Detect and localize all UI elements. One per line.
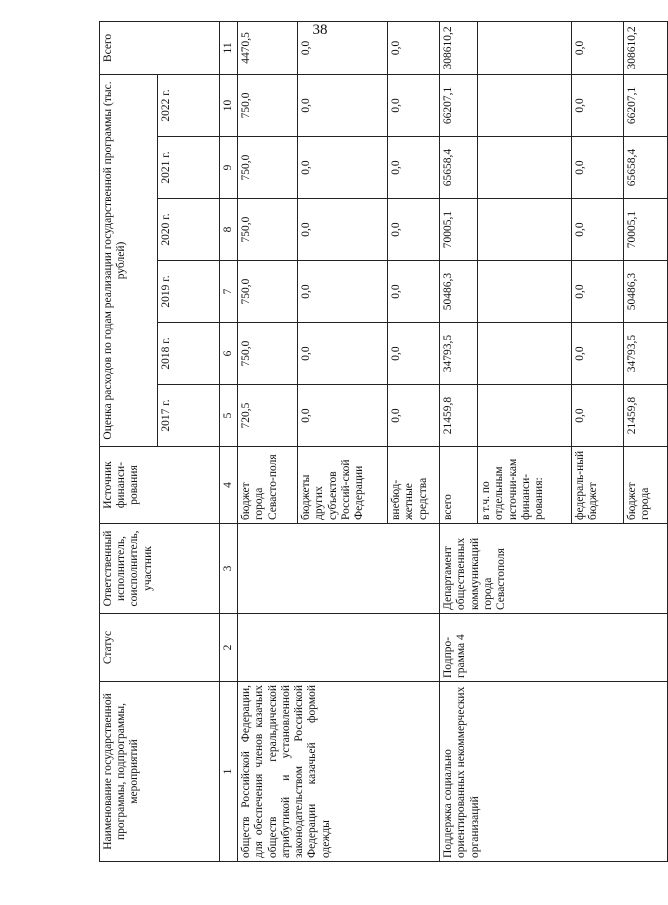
- block2-executor: Департамент общественных коммуникаций города Севастополя: [440, 524, 668, 614]
- block1-status: [238, 614, 440, 682]
- value-cell: 70005,1: [440, 199, 478, 261]
- value-cell: 750,0: [238, 74, 298, 136]
- source-cell: бюджет города: [624, 447, 668, 524]
- total-cell: 0,0: [572, 21, 624, 74]
- header-source: Источник финанси-рования: [100, 447, 220, 524]
- value-cell: 0,0: [572, 137, 624, 199]
- column-number: 3: [220, 524, 238, 614]
- value-cell: [478, 261, 572, 323]
- value-cell: 0,0: [388, 199, 440, 261]
- value-cell: 66207,1: [624, 74, 668, 136]
- total-cell: 4470,5: [238, 21, 298, 74]
- header-year: 2019 г.: [158, 261, 220, 323]
- header-year: 2018 г.: [158, 323, 220, 385]
- total-cell: [478, 21, 572, 74]
- value-cell: 0,0: [298, 137, 388, 199]
- total-cell: 308610,2: [624, 21, 668, 74]
- value-cell: 0,0: [388, 385, 440, 447]
- source-cell: бюджеты других субъектов Россий-ской Федерации: [298, 447, 388, 524]
- value-cell: 0,0: [298, 74, 388, 136]
- value-cell: 0,0: [572, 261, 624, 323]
- value-cell: 65658,4: [440, 137, 478, 199]
- source-cell: бюджет города Севасто-поля: [238, 447, 298, 524]
- column-number-row: [220, 21, 238, 861]
- value-cell: 750,0: [238, 199, 298, 261]
- header-year: 2021 г.: [158, 137, 220, 199]
- table-row: [238, 21, 298, 861]
- value-cell: 21459,8: [624, 385, 668, 447]
- header-executor: Ответственный исполнитель, соисполнитель, участник: [100, 524, 220, 614]
- header-year: 2020 г.: [158, 199, 220, 261]
- value-cell: 0,0: [388, 137, 440, 199]
- value-cell: [478, 199, 572, 261]
- value-cell: 0,0: [298, 323, 388, 385]
- value-cell: 0,0: [298, 261, 388, 323]
- column-number: 4: [220, 447, 238, 524]
- value-cell: 21459,8: [440, 385, 478, 447]
- source-cell: внебюд-жетные средства: [388, 447, 440, 524]
- table-row: [440, 21, 478, 861]
- column-number: 11: [220, 21, 238, 74]
- header-total: Всего: [100, 21, 220, 74]
- block1-name: обществ Российской Федерации, для обеспечения членов казачьих обществ геральдической атрибутикой и установленной законодательством Российской Федерации казачьей формой одежды: [238, 682, 440, 862]
- source-cell: всего: [440, 447, 478, 524]
- column-number: 10: [220, 74, 238, 136]
- budget-table: [99, 21, 668, 862]
- value-cell: 50486,3: [624, 261, 668, 323]
- value-cell: 0,0: [388, 74, 440, 136]
- value-cell: [478, 323, 572, 385]
- value-cell: [478, 385, 572, 447]
- column-number: 1: [220, 682, 238, 862]
- total-cell: 308610,2: [440, 21, 478, 74]
- value-cell: [478, 74, 572, 136]
- value-cell: 750,0: [238, 137, 298, 199]
- header-year: 2022 г.: [158, 74, 220, 136]
- source-cell: федераль-ный бюджет: [572, 447, 624, 524]
- value-cell: [478, 137, 572, 199]
- value-cell: 70005,1: [624, 199, 668, 261]
- page-number: 38: [312, 22, 328, 38]
- block2-name: Поддержка социально ориентированных некоммерческих организаций: [440, 682, 668, 862]
- column-number: 6: [220, 323, 238, 385]
- value-cell: 0,0: [298, 385, 388, 447]
- header-status: Статус: [100, 614, 220, 682]
- value-cell: 0,0: [388, 261, 440, 323]
- value-cell: 750,0: [238, 323, 298, 385]
- value-cell: 0,0: [298, 199, 388, 261]
- source-cell: в т.ч. по отдельным источни-кам финанси-рования:: [478, 447, 572, 524]
- block2-status: Подпро-грамма 4: [440, 614, 668, 682]
- value-cell: 65658,4: [624, 137, 668, 199]
- value-cell: 50486,3: [440, 261, 478, 323]
- value-cell: 720,5: [238, 385, 298, 447]
- header-name: Наименование государственной программы, подпрограммы, мероприятий: [100, 682, 220, 862]
- value-cell: 0,0: [572, 385, 624, 447]
- header-group: Оценка расходов по годам реализации государственной программы (тыс. рублей): [100, 74, 158, 446]
- header-year: 2017 г.: [158, 385, 220, 447]
- value-cell: 66207,1: [440, 74, 478, 136]
- value-cell: 0,0: [572, 74, 624, 136]
- column-number: 8: [220, 199, 238, 261]
- value-cell: 34793,5: [440, 323, 478, 385]
- value-cell: 0,0: [572, 323, 624, 385]
- block1-executor: [238, 524, 440, 614]
- value-cell: 750,0: [238, 261, 298, 323]
- value-cell: 0,0: [388, 323, 440, 385]
- column-number: 2: [220, 614, 238, 682]
- header-row-1: [100, 21, 158, 861]
- column-number: 5: [220, 385, 238, 447]
- column-number: 9: [220, 137, 238, 199]
- column-number: 7: [220, 261, 238, 323]
- total-cell: 0,0: [388, 21, 440, 74]
- value-cell: 0,0: [572, 199, 624, 261]
- value-cell: 34793,5: [624, 323, 668, 385]
- total-cell: 0,0: [298, 21, 388, 74]
